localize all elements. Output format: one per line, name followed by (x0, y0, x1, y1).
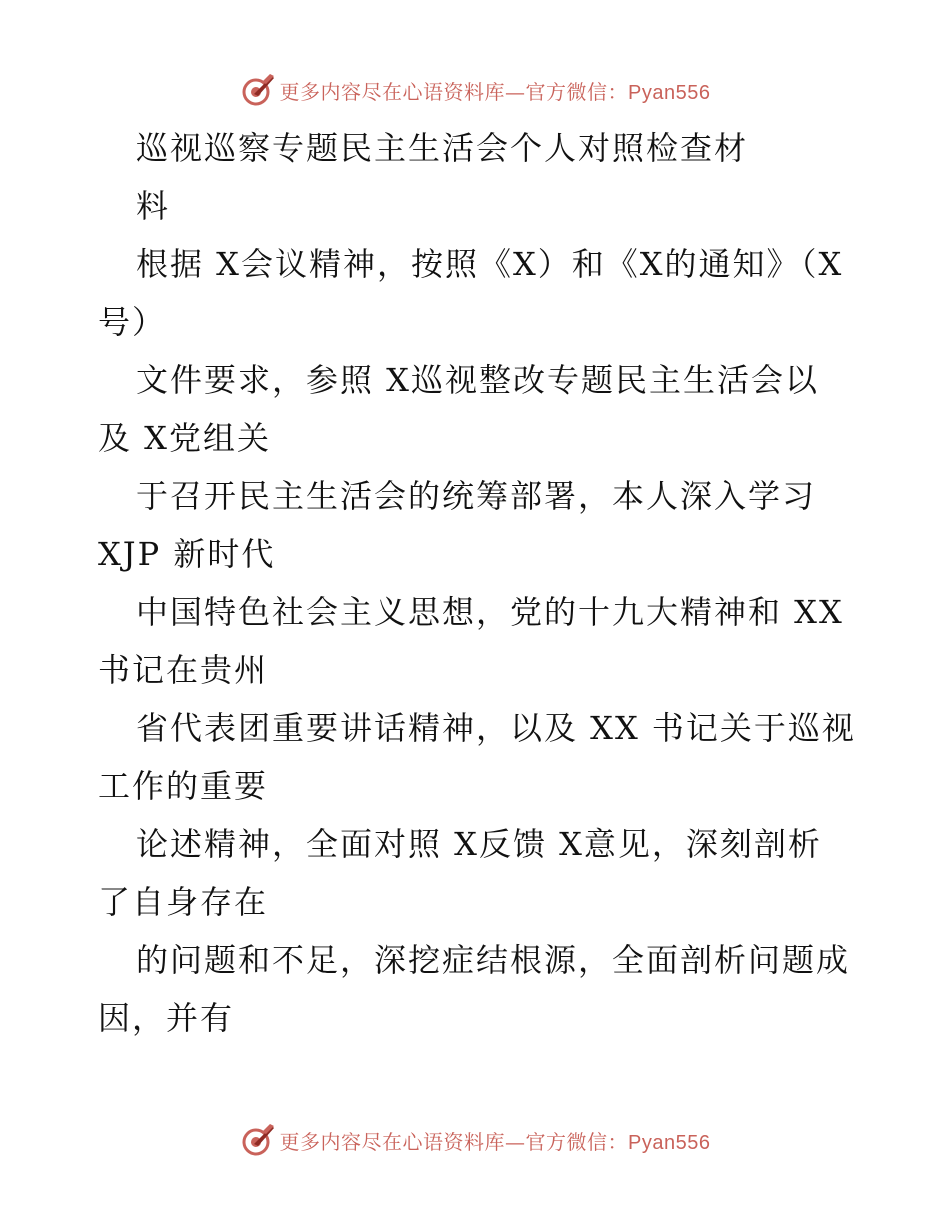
doc-line: 根据 X会议精神，按照《X）和《X的通知》（X (136, 245, 844, 283)
doc-line: 中国特色社会主义思想，党的十九大精神和 XX (136, 593, 844, 631)
doc-line: 于召开民主生活会的统筹部署，本人深入学习 (136, 477, 817, 515)
watermark-header (0, 70, 950, 110)
watermark-wechat-id: Pyan556 (628, 1131, 711, 1154)
watermark-dash: — (505, 1129, 526, 1154)
watermark-site-name: 更多内容尽在心语资料库 (279, 1129, 506, 1154)
doc-line: 文件要求，参照 X巡视整改专题民主生活会以 (136, 361, 819, 399)
watermark-text (280, 1126, 711, 1155)
quill-logo-icon (240, 72, 276, 108)
doc-title-line-2: 料 (136, 187, 171, 225)
doc-line: 了自身存在 (98, 883, 269, 921)
watermark-dash: — (505, 79, 526, 104)
watermark-text (280, 76, 711, 105)
doc-line: 论述精神，全面对照 X反馈 X意见，深刻剖析 (136, 825, 822, 863)
doc-line: 工作的重要 (98, 767, 269, 805)
watermark-wechat-id: Pyan556 (628, 81, 711, 104)
watermark-wechat-label: 官方微信： (525, 79, 629, 104)
doc-line: 的问题和不足，深挖症结根源，全面剖析问题成 (136, 941, 851, 979)
watermark-footer (0, 1120, 950, 1160)
doc-line: 及 X党组关 (98, 419, 271, 457)
doc-line: 因，并有 (98, 999, 235, 1037)
watermark-wechat-label: 官方微信： (525, 1129, 629, 1154)
doc-line: 号） (98, 303, 167, 341)
watermark-site-name: 更多内容尽在心语资料库 (279, 79, 506, 104)
doc-title-line-1: 巡视巡察专题民主生活会个人对照检查材 (136, 129, 749, 167)
doc-line: 书记在贵州 (98, 651, 269, 689)
doc-line: 省代表团重要讲话精神，以及 XX 书记关于巡视 (136, 709, 856, 747)
quill-logo-icon (240, 1122, 276, 1158)
doc-line: XJP 新时代 (98, 535, 276, 573)
